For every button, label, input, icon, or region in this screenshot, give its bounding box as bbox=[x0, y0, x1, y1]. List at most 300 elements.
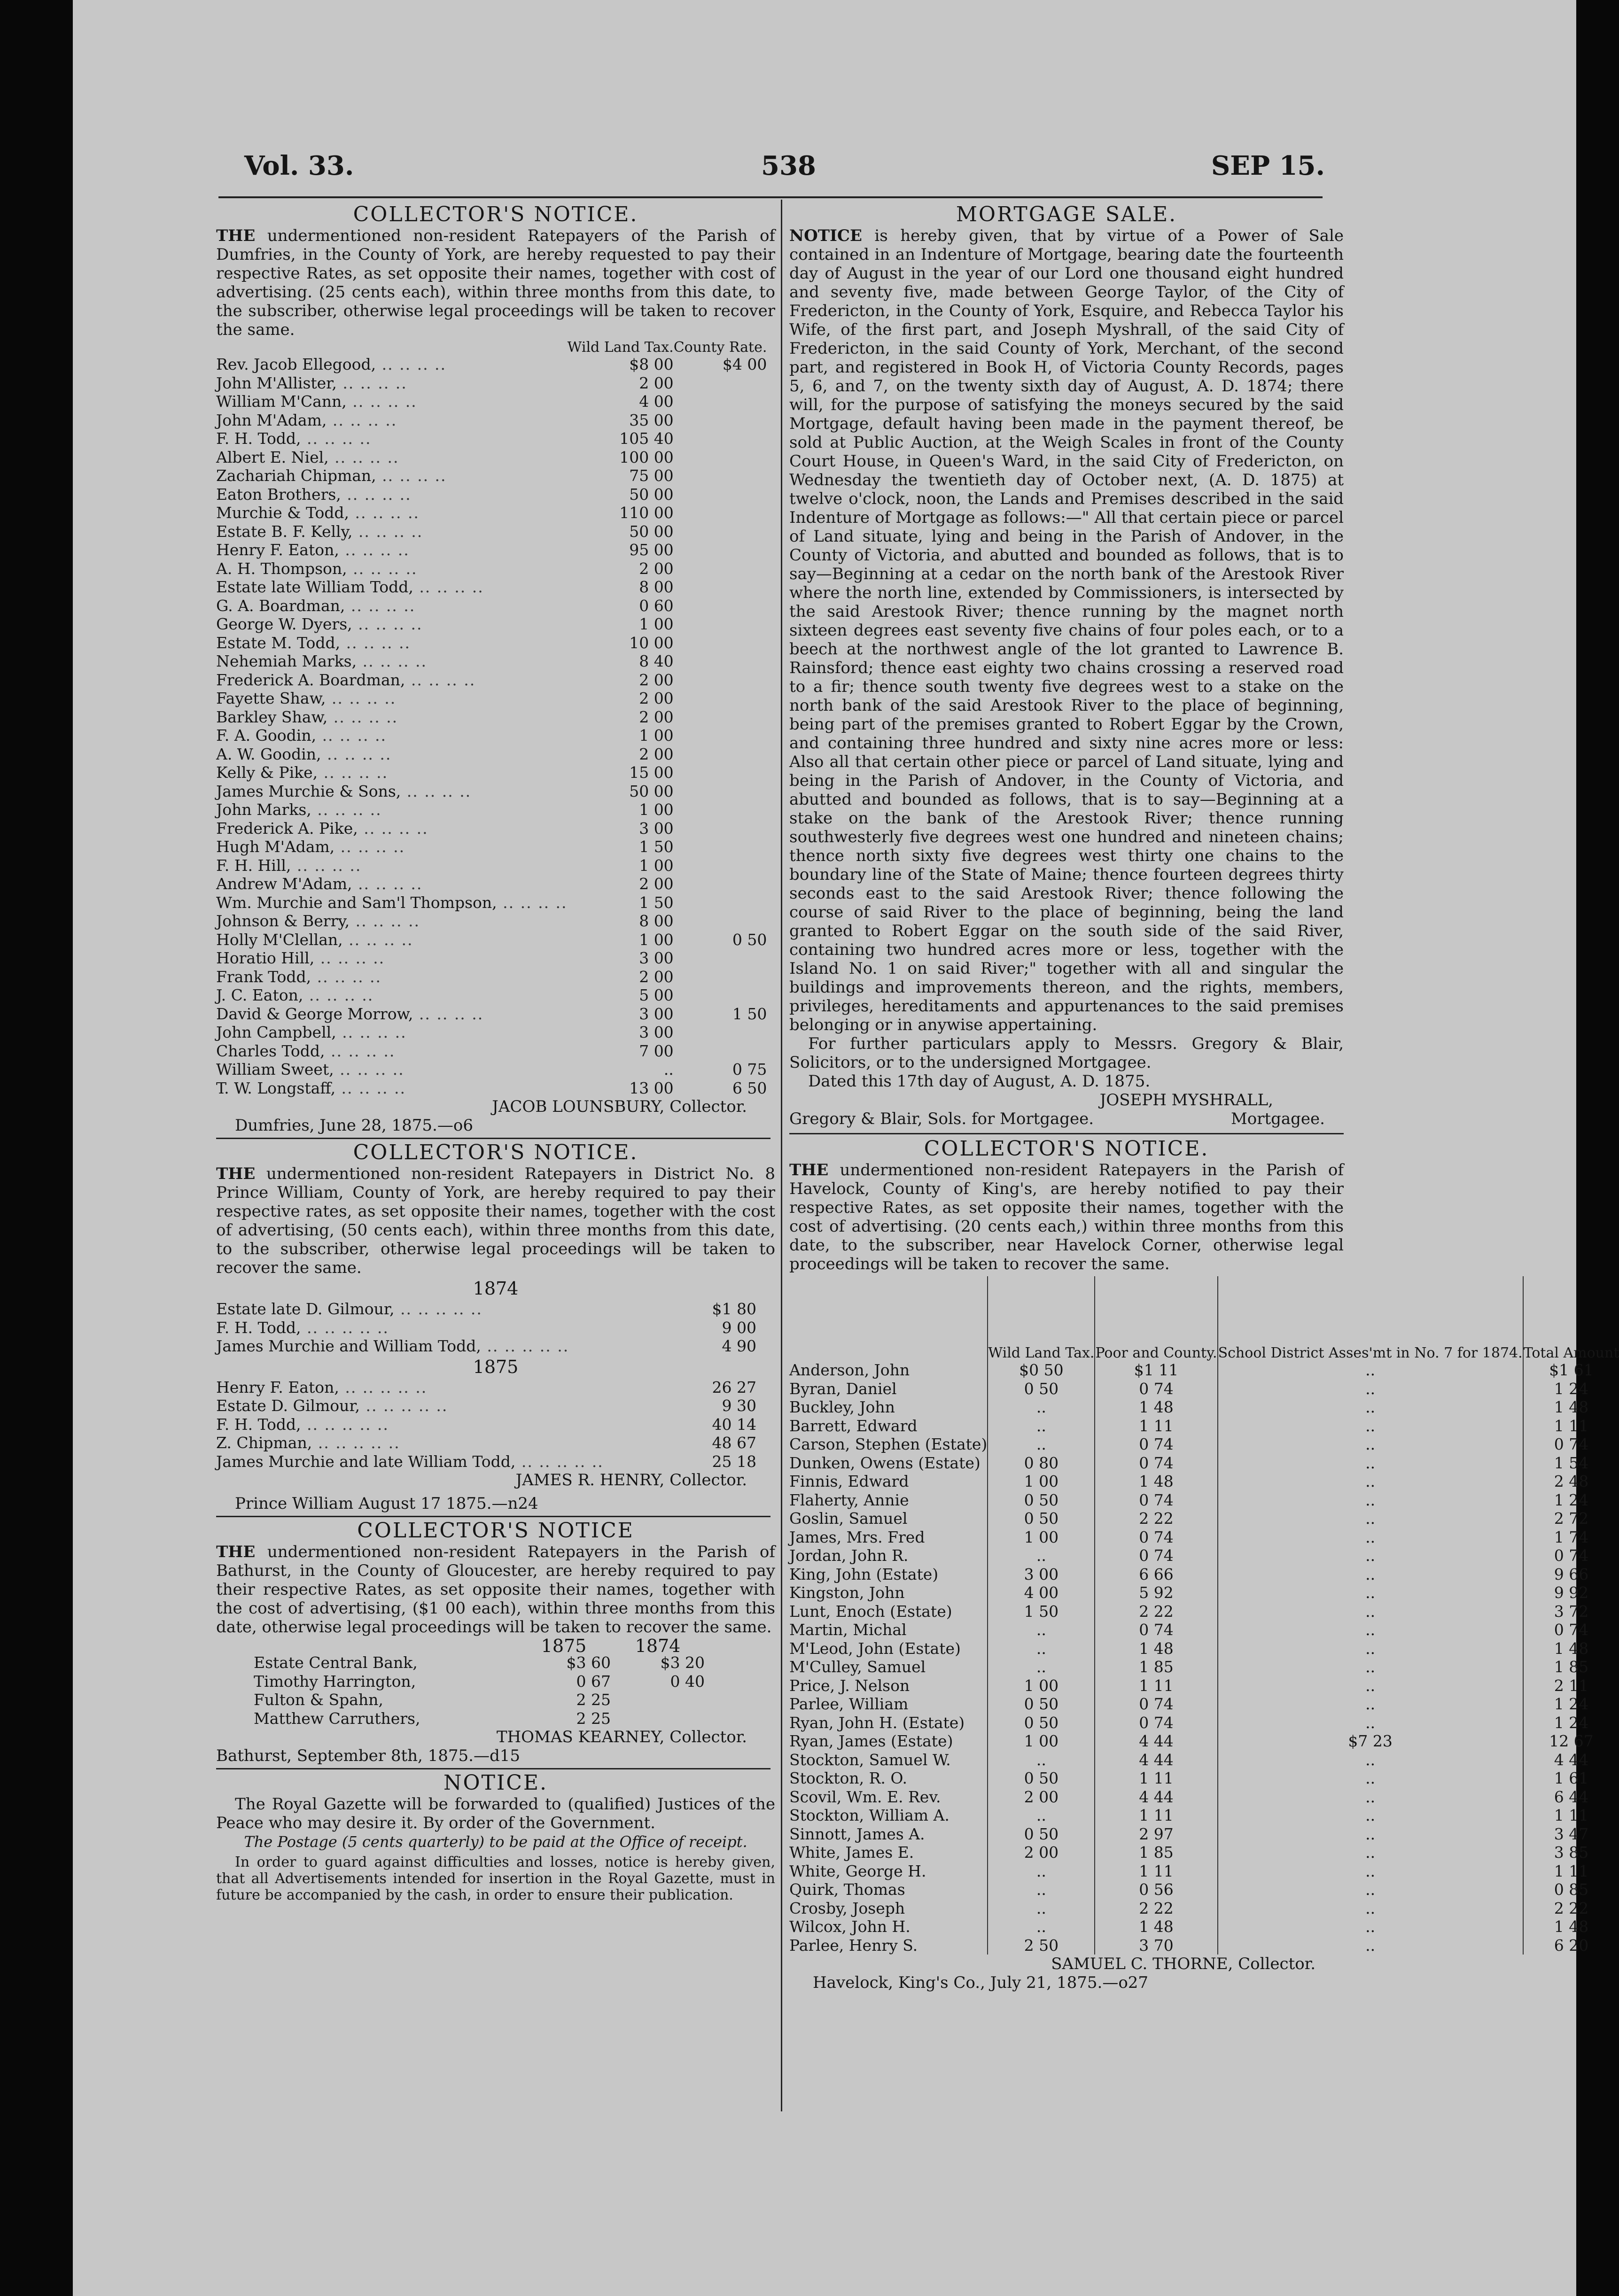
table-row bbox=[216, 949, 767, 968]
table-row bbox=[216, 597, 767, 615]
wild-land-tax-cell: .. bbox=[988, 1917, 1095, 1936]
wild-land-tax-cell: 8 00 bbox=[639, 912, 674, 930]
ratepayer-name-cell bbox=[254, 1672, 517, 1691]
table-row bbox=[789, 1602, 1619, 1621]
poor-and-county-cell: 0 74 bbox=[1095, 1714, 1217, 1732]
table-row bbox=[789, 1788, 1619, 1807]
collector-signature: JAMES R. HENRY, Collector. bbox=[515, 1471, 747, 1489]
ratepayer-name: James Murchie & Sons, bbox=[216, 782, 401, 800]
page-header bbox=[169, 150, 1325, 188]
table-row bbox=[216, 615, 767, 634]
county-rate-cell bbox=[674, 504, 767, 522]
ratepayer-name-cell bbox=[216, 522, 568, 541]
wild-land-tax-cell: 5 00 bbox=[639, 986, 674, 1004]
school-assessment-cell: .. bbox=[1218, 1398, 1523, 1417]
wild-land-tax-cell: 0 50 bbox=[988, 1825, 1095, 1844]
havelock-rates-table bbox=[789, 1276, 1619, 1955]
wild-land-tax-cell: 3 00 bbox=[639, 1004, 674, 1023]
ratepayer-name: Parlee, Henry S. bbox=[789, 1936, 918, 1955]
section-rule bbox=[216, 1768, 771, 1769]
ratepayer-name: William Sweet, bbox=[216, 1060, 334, 1078]
ratepayer-name: J. C. Eaton, bbox=[216, 986, 304, 1004]
ratepayer-name-cell bbox=[254, 1709, 517, 1728]
wild-land-tax-cell: 0 60 bbox=[639, 596, 674, 615]
amount-1874-cell: $3 20 bbox=[660, 1653, 705, 1672]
amount-cell: 48 67 bbox=[712, 1434, 756, 1452]
ratepayer-name-cell bbox=[216, 504, 568, 522]
total-amount-cell: 1 48 bbox=[1523, 1639, 1619, 1658]
ratepayer-name-cell bbox=[789, 1732, 988, 1751]
wild-land-tax-cell: 3 00 bbox=[639, 949, 674, 967]
ratepayer-name: Johnson & Berry, bbox=[216, 912, 350, 930]
ratepayer-name-cell bbox=[216, 429, 568, 448]
table-row bbox=[216, 1691, 756, 1709]
leader-dots: .. .. .. .. bbox=[358, 819, 428, 838]
school-assessment-cell: .. bbox=[1218, 1917, 1523, 1936]
poor-and-county-cell: 2 22 bbox=[1095, 1509, 1217, 1528]
poor-and-county-cell: 1 85 bbox=[1095, 1843, 1217, 1862]
wild-land-tax-cell: 1 00 bbox=[988, 1528, 1095, 1547]
ratepayer-name-cell bbox=[216, 1005, 568, 1024]
ratepayer-name-cell bbox=[789, 1621, 988, 1639]
wild-land-tax-cell: 8 00 bbox=[639, 578, 674, 596]
wild-land-tax-cell: 1 00 bbox=[639, 615, 674, 633]
school-assessment-cell: .. bbox=[1218, 1361, 1523, 1380]
county-rate-cell bbox=[674, 652, 767, 671]
total-amount-cell: 2 11 bbox=[1523, 1676, 1619, 1695]
ratepayer-name: Ryan, John H. (Estate) bbox=[789, 1713, 965, 1732]
ratepayer-name-cell bbox=[216, 1434, 667, 1452]
total-amount-cell: 1 24 bbox=[1523, 1714, 1619, 1732]
indent-cell bbox=[216, 1691, 254, 1709]
leader-dots: .. .. .. .. .. bbox=[360, 1396, 448, 1415]
total-amount-cell: 1 54 bbox=[1523, 1454, 1619, 1473]
ratepayer-name: Estate M. Todd, bbox=[216, 633, 341, 652]
ratepayer-name-cell bbox=[216, 1079, 568, 1098]
ratepayer-name: John Marks, bbox=[216, 800, 311, 819]
ratepayer-name-cell bbox=[216, 763, 568, 782]
school-assessment-cell: .. bbox=[1218, 1621, 1523, 1639]
ratepayer-name-cell bbox=[789, 1788, 988, 1807]
wild-land-tax-cell: .. bbox=[988, 1621, 1095, 1639]
county-rate-cell bbox=[674, 448, 767, 467]
county-rate-cell bbox=[674, 1042, 767, 1061]
ratepayer-name: Henry F. Eaton, bbox=[216, 1378, 339, 1396]
poor-and-county-cell: 1 11 bbox=[1095, 1417, 1217, 1435]
table-row bbox=[216, 466, 767, 485]
prince-william-1875-table bbox=[216, 1378, 756, 1471]
table-row bbox=[216, 726, 767, 745]
table-row bbox=[216, 986, 767, 1005]
poor-and-county-cell: 1 11 bbox=[1095, 1676, 1217, 1695]
ratepayer-name: Andrew M'Adam, bbox=[216, 875, 352, 893]
leader-dots: .. .. .. .. bbox=[336, 373, 407, 392]
table-row bbox=[789, 1380, 1619, 1398]
ratepayer-name: Buckley, John bbox=[789, 1398, 895, 1416]
county-rate-cell bbox=[674, 615, 767, 634]
table-row bbox=[216, 838, 767, 856]
ratepayer-name: A. W. Goodin, bbox=[216, 745, 321, 763]
notice-body: THE undermentioned non-resident Ratepayers in the Parish of Havelock, County of King's, are hereby notified to pay their respective Rates, as set opposite their names, together with the cost of advertising. (20 cents each,) within three months from this date, to the subscriber, near Havelock Corner, otherwise legal proceedings will be taken to recover the same. bbox=[789, 1161, 1344, 1273]
ratepayer-name-cell bbox=[216, 652, 568, 671]
table-row bbox=[789, 1472, 1619, 1491]
total-amount-cell: 9 66 bbox=[1523, 1565, 1619, 1584]
leader-dots: .. .. .. .. bbox=[340, 633, 411, 652]
table-row bbox=[789, 1621, 1619, 1639]
table-row bbox=[216, 429, 767, 448]
ratepayer-name-cell bbox=[789, 1417, 988, 1435]
ratepayer-name: James, Mrs. Fred bbox=[789, 1528, 925, 1546]
wild-land-tax-cell: 35 00 bbox=[629, 411, 674, 429]
column-divider bbox=[781, 200, 782, 2111]
leader-dots: .. .. .. .. bbox=[328, 448, 399, 466]
table-row bbox=[216, 1060, 767, 1079]
year-heading-1875: 1875 bbox=[541, 1636, 587, 1656]
table-row bbox=[216, 968, 767, 986]
column-header-wild-land-tax: Wild Land Tax. bbox=[988, 1276, 1095, 1361]
notice-title: COLLECTOR'S NOTICE bbox=[357, 1519, 634, 1543]
county-rate-cell bbox=[674, 875, 767, 893]
ratepayer-name-cell bbox=[216, 875, 568, 893]
table-row bbox=[216, 1709, 756, 1728]
amount-cell: 9 00 bbox=[722, 1318, 756, 1337]
ratepayer-name-cell bbox=[216, 411, 568, 430]
ratepayer-name-cell bbox=[789, 1769, 988, 1788]
ratepayer-name: Anderson, John bbox=[789, 1361, 910, 1379]
ratepayer-name: A. H. Thompson, bbox=[216, 559, 347, 578]
county-rate-cell bbox=[674, 541, 767, 559]
wild-land-tax-cell: 3 00 bbox=[639, 1023, 674, 1041]
school-assessment-cell: .. bbox=[1218, 1417, 1523, 1435]
wild-land-tax-cell: .. bbox=[988, 1398, 1095, 1417]
wild-land-tax-cell: 2 00 bbox=[639, 670, 674, 689]
indent-cell bbox=[216, 1672, 254, 1691]
total-amount-cell: 4 44 bbox=[1523, 1751, 1619, 1769]
leader-dots: .. .. .. .. .. bbox=[301, 1415, 389, 1434]
total-amount-cell: $1 61 bbox=[1523, 1361, 1619, 1380]
wild-land-tax-cell: 2 00 bbox=[639, 689, 674, 707]
total-amount-cell: 0 74 bbox=[1523, 1546, 1619, 1565]
school-assessment-cell: .. bbox=[1218, 1583, 1523, 1602]
leader-dots: .. .. .. .. bbox=[336, 1023, 407, 1041]
ratepayer-name-cell bbox=[254, 1691, 517, 1709]
ratepayer-name-cell bbox=[789, 1695, 988, 1714]
notice-dateline: Havelock, King's Co., July 21, 1875.—o27 bbox=[813, 1973, 1149, 1992]
table-row bbox=[789, 1546, 1619, 1565]
wild-land-tax-cell: 2 00 bbox=[988, 1843, 1095, 1862]
notice-title: MORTGAGE SALE. bbox=[956, 202, 1177, 226]
poor-and-county-cell: 0 74 bbox=[1095, 1380, 1217, 1398]
wild-land-tax-cell: 0 50 bbox=[988, 1769, 1095, 1788]
wild-land-tax-cell: 4 00 bbox=[639, 392, 674, 411]
ratepayer-name: Frederick A. Boardman, bbox=[216, 670, 405, 689]
county-rate-cell bbox=[674, 838, 767, 856]
table-row bbox=[216, 671, 767, 690]
school-assessment-cell: .. bbox=[1218, 1546, 1523, 1565]
ratepayer-name: John Campbell, bbox=[216, 1023, 336, 1041]
table-row bbox=[216, 1005, 767, 1024]
table-row bbox=[216, 1079, 767, 1098]
ratepayer-name-cell bbox=[216, 1378, 667, 1397]
leader-dots: .. .. .. .. bbox=[413, 1004, 484, 1023]
ratepayer-name: Z. Chipman, bbox=[216, 1434, 312, 1452]
ratepayer-name: Carson, Stephen (Estate) bbox=[789, 1435, 988, 1453]
ratepayer-name-cell bbox=[789, 1862, 988, 1881]
table-row bbox=[789, 1658, 1619, 1676]
school-assessment-cell: .. bbox=[1218, 1565, 1523, 1584]
ratepayer-name: Stockton, R. O. bbox=[789, 1769, 908, 1787]
ratepayer-name: F. H. Todd, bbox=[216, 429, 301, 448]
table-row bbox=[789, 1398, 1619, 1417]
table-row bbox=[216, 652, 767, 671]
total-amount-cell: 2 48 bbox=[1523, 1472, 1619, 1491]
table-row bbox=[216, 411, 767, 430]
county-rate-cell bbox=[674, 466, 767, 485]
leader-dots: .. .. .. .. bbox=[335, 1078, 406, 1097]
ratepayer-name: Finnis, Edward bbox=[789, 1472, 909, 1490]
poor-and-county-cell: 0 74 bbox=[1095, 1435, 1217, 1454]
table-row bbox=[789, 1583, 1619, 1602]
county-rate-cell bbox=[674, 708, 767, 727]
ratepayer-name: Lunt, Enoch (Estate) bbox=[789, 1602, 952, 1621]
wild-land-tax-cell: 8 40 bbox=[639, 652, 674, 670]
ratepayer-name: George W. Dyers, bbox=[216, 615, 352, 633]
poor-and-county-cell: 1 48 bbox=[1095, 1398, 1217, 1417]
ratepayer-name: Kingston, John bbox=[789, 1583, 905, 1602]
leader-dots: .. .. .. .. bbox=[413, 578, 484, 596]
ratepayer-name: Goslin, Samuel bbox=[789, 1509, 908, 1528]
leader-dots: .. .. .. .. .. bbox=[515, 1452, 604, 1471]
poor-and-county-cell: 2 22 bbox=[1095, 1602, 1217, 1621]
school-assessment-cell: .. bbox=[1218, 1899, 1523, 1918]
table-row bbox=[216, 800, 767, 819]
amount-1875-cell: 2 25 bbox=[576, 1709, 611, 1728]
county-rate-cell: 1 50 bbox=[732, 1004, 767, 1023]
table-row bbox=[789, 1936, 1619, 1955]
ratepayer-name: King, John (Estate) bbox=[789, 1565, 939, 1583]
wild-land-tax-cell: 0 80 bbox=[988, 1454, 1095, 1473]
column-header-total-amount: Total Amount bbox=[1523, 1276, 1619, 1361]
dumfries-notice bbox=[216, 203, 775, 1135]
column-header-poor-and-county: Poor and County. bbox=[1095, 1276, 1217, 1361]
poor-and-county-cell: 1 11 bbox=[1095, 1862, 1217, 1881]
wild-land-tax-cell: 7 00 bbox=[639, 1041, 674, 1060]
ratepayer-name-cell bbox=[789, 1472, 988, 1491]
ratepayer-name: T. W. Longstaff, bbox=[216, 1078, 336, 1097]
poor-and-county-cell: 1 85 bbox=[1095, 1658, 1217, 1676]
wild-land-tax-cell: 2 00 bbox=[639, 707, 674, 726]
school-assessment-cell: .. bbox=[1218, 1491, 1523, 1510]
table-row bbox=[216, 1042, 767, 1061]
total-amount-cell: 6 44 bbox=[1523, 1788, 1619, 1807]
table-row bbox=[216, 745, 767, 764]
amount-1874-cell bbox=[611, 1709, 705, 1728]
poor-and-county-cell: 0 74 bbox=[1095, 1491, 1217, 1510]
school-assessment-cell: .. bbox=[1218, 1769, 1523, 1788]
county-rate-cell bbox=[674, 800, 767, 819]
notice-title: COLLECTOR'S NOTICE. bbox=[353, 202, 638, 226]
ratepayer-name-cell bbox=[789, 1528, 988, 1547]
county-rate-cell bbox=[674, 856, 767, 875]
wild-land-tax-cell: 110 00 bbox=[619, 504, 674, 522]
school-assessment-cell: .. bbox=[1218, 1825, 1523, 1844]
leader-dots: .. .. .. .. bbox=[342, 930, 413, 949]
total-amount-cell: 1 24 bbox=[1523, 1491, 1619, 1510]
dated-line: Dated this 17th day of August, A. D. 1875. bbox=[808, 1072, 1151, 1091]
county-rate-cell bbox=[674, 671, 767, 690]
ratepayer-name-cell bbox=[216, 355, 568, 374]
ratepayer-name-cell bbox=[216, 374, 568, 393]
ratepayer-name: Frank Todd, bbox=[216, 967, 311, 986]
ratepayer-name-cell bbox=[216, 838, 568, 856]
leader-dots: .. .. .. .. bbox=[497, 893, 568, 912]
ratepayer-name: Ryan, James (Estate) bbox=[789, 1732, 953, 1750]
school-assessment-cell: .. bbox=[1218, 1788, 1523, 1807]
leader-dots: .. .. .. .. bbox=[327, 707, 398, 726]
ratepayer-name: Charles Todd, bbox=[216, 1041, 325, 1060]
ratepayer-name: Wilcox, John H. bbox=[789, 1917, 911, 1936]
poor-and-county-cell: 1 48 bbox=[1095, 1639, 1217, 1658]
school-assessment-cell: .. bbox=[1218, 1639, 1523, 1658]
ratepayer-name-cell bbox=[216, 1319, 667, 1337]
table-row bbox=[789, 1565, 1619, 1584]
leader-dots: .. .. .. .. bbox=[357, 652, 428, 670]
county-rate-cell bbox=[674, 522, 767, 541]
total-amount-cell: 0 74 bbox=[1523, 1435, 1619, 1454]
county-rate-cell bbox=[674, 893, 767, 912]
indent-cell bbox=[216, 1653, 254, 1672]
ratepayer-name: Sinnott, James A. bbox=[789, 1824, 925, 1843]
ratepayer-name-cell bbox=[216, 392, 568, 411]
leader-dots: .. .. .. .. bbox=[334, 1060, 405, 1078]
table-row bbox=[216, 1337, 756, 1356]
table-row bbox=[216, 931, 767, 949]
ratepayer-name-cell bbox=[216, 559, 568, 578]
wild-land-tax-cell: 0 50 bbox=[988, 1509, 1095, 1528]
ratepayer-name-cell bbox=[216, 448, 568, 467]
ratepayer-name-cell bbox=[216, 634, 568, 652]
table-row bbox=[216, 856, 767, 875]
bathurst-notice bbox=[216, 1519, 775, 1765]
table-row bbox=[216, 1023, 767, 1042]
year-heading-1874: 1874 bbox=[473, 1278, 519, 1299]
county-rate-cell bbox=[674, 782, 767, 801]
ratepayer-name-cell bbox=[789, 1714, 988, 1732]
county-rate-cell bbox=[674, 912, 767, 931]
amount-cell: 9 30 bbox=[722, 1396, 756, 1415]
leader-dots: .. .. .. .. bbox=[301, 429, 372, 448]
ratepayer-name-cell bbox=[216, 597, 568, 615]
ratepayer-name: Fulton & Spahn, bbox=[254, 1691, 383, 1709]
wild-land-tax-cell: 2 00 bbox=[988, 1788, 1095, 1807]
ratepayer-name-cell bbox=[216, 986, 568, 1005]
ratepayer-name-cell bbox=[216, 708, 568, 727]
poor-and-county-cell: 0 74 bbox=[1095, 1546, 1217, 1565]
ratepayer-name-cell bbox=[216, 1042, 568, 1061]
ratepayer-name: Scovil, Wm. E. Rev. bbox=[789, 1787, 941, 1806]
prince-william-notice bbox=[216, 1141, 775, 1513]
total-amount-cell: 3 85 bbox=[1523, 1843, 1619, 1862]
total-amount-cell: 1 48 bbox=[1523, 1398, 1619, 1417]
ratepayer-name: Zachariah Chipman, bbox=[216, 466, 376, 485]
wild-land-tax-cell: 50 00 bbox=[629, 485, 674, 504]
ratepayer-name-cell bbox=[789, 1751, 988, 1769]
ratepayer-name-cell bbox=[216, 1452, 667, 1471]
leader-dots: .. .. .. .. bbox=[321, 745, 392, 763]
ratepayer-name: Price, J. Nelson bbox=[789, 1676, 910, 1695]
wild-land-tax-cell: .. bbox=[988, 1880, 1095, 1899]
table-row bbox=[789, 1714, 1619, 1732]
county-rate-cell bbox=[674, 429, 767, 448]
ratepayer-name-cell bbox=[216, 1023, 568, 1042]
wild-land-tax-cell: 0 50 bbox=[988, 1695, 1095, 1714]
amount-cell: 4 90 bbox=[722, 1337, 756, 1355]
wild-land-tax-cell: $0 50 bbox=[988, 1361, 1095, 1380]
ratepayer-name-cell bbox=[216, 615, 568, 634]
ratepayer-name: James Murchie and William Todd, bbox=[216, 1337, 481, 1355]
table-row bbox=[216, 541, 767, 559]
ratepayer-name: Stockton, Samuel W. bbox=[789, 1750, 951, 1769]
leader-dots: .. .. .. .. bbox=[335, 838, 405, 856]
poor-and-county-cell: 3 70 bbox=[1095, 1936, 1217, 1955]
ratepayer-name-cell bbox=[789, 1676, 988, 1695]
school-assessment-cell: .. bbox=[1218, 1695, 1523, 1714]
mortgage-sale bbox=[789, 203, 1344, 1128]
poor-and-county-cell: 1 48 bbox=[1095, 1917, 1217, 1936]
county-rate-cell bbox=[674, 411, 767, 430]
table-row bbox=[789, 1417, 1619, 1435]
ratepayer-name: Eaton Brothers, bbox=[216, 485, 341, 504]
county-rate-cell: 0 75 bbox=[732, 1060, 767, 1078]
ratepayer-name-cell bbox=[216, 1060, 568, 1079]
table-row bbox=[216, 819, 767, 838]
school-assessment-cell: .. bbox=[1218, 1843, 1523, 1862]
ratepayer-name-cell bbox=[216, 466, 568, 485]
ratepayer-name-cell bbox=[216, 931, 568, 949]
leader-dots: .. .. .. .. bbox=[341, 485, 412, 504]
ratepayer-name: F. H. Todd, bbox=[216, 1318, 301, 1337]
ratepayer-name: F. H. Hill, bbox=[216, 856, 291, 875]
mortgagee-name: JOSEPH MYSHRALL, bbox=[1099, 1091, 1273, 1109]
county-rate-cell bbox=[674, 392, 767, 411]
school-assessment-cell: .. bbox=[1218, 1806, 1523, 1825]
wild-land-tax-cell: 2 00 bbox=[639, 745, 674, 763]
ratepayer-name: Quirk, Thomas bbox=[789, 1880, 905, 1899]
county-rate-cell bbox=[674, 968, 767, 986]
right-column bbox=[789, 202, 1619, 1992]
ratepayer-name: Nehemiah Marks, bbox=[216, 652, 357, 670]
poor-and-county-cell: 4 44 bbox=[1095, 1788, 1217, 1807]
wild-land-tax-cell: 0 50 bbox=[988, 1491, 1095, 1510]
ratepayer-name: Estate B. F. Kelly, bbox=[216, 522, 353, 541]
leader-dots: .. .. .. .. bbox=[326, 689, 397, 707]
amount-cell: 40 14 bbox=[712, 1415, 756, 1434]
wild-land-tax-cell: 3 00 bbox=[988, 1565, 1095, 1584]
county-rate-cell bbox=[674, 578, 767, 597]
leader-dots: .. .. .. .. bbox=[311, 800, 382, 819]
school-assessment-cell: .. bbox=[1218, 1880, 1523, 1899]
leader-dots: .. .. .. .. bbox=[352, 875, 423, 893]
ratepayer-name: Crosby, Joseph bbox=[789, 1899, 905, 1917]
spacer-cell bbox=[705, 1653, 756, 1672]
wild-land-tax-cell: 0 50 bbox=[988, 1380, 1095, 1398]
total-amount-cell: 1 11 bbox=[1523, 1417, 1619, 1435]
poor-and-county-cell: 2 97 bbox=[1095, 1825, 1217, 1844]
wild-land-tax-cell: .. bbox=[988, 1899, 1095, 1918]
county-rate-cell bbox=[674, 374, 767, 393]
ratepayer-name: Parlee, William bbox=[789, 1695, 909, 1713]
school-assessment-cell: .. bbox=[1218, 1714, 1523, 1732]
